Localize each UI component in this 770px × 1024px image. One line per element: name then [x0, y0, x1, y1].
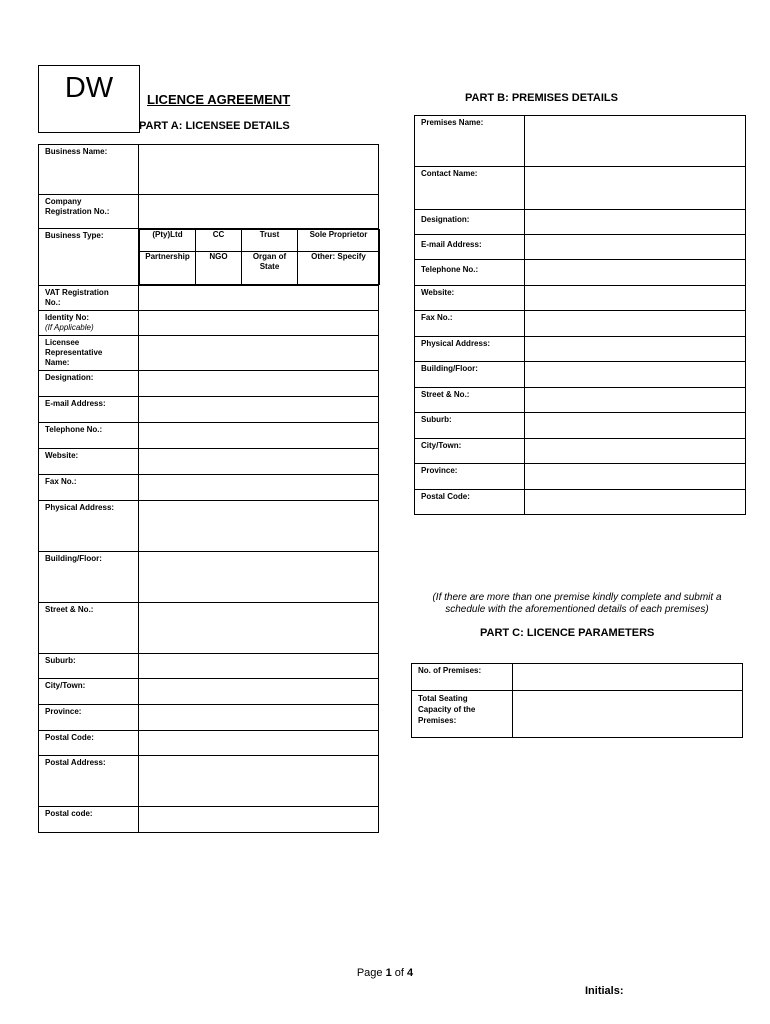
licensee-details-table: [38, 144, 379, 833]
b-suburb-field[interactable]: [525, 413, 746, 439]
postal-address-label: Postal Address:: [39, 756, 139, 807]
page-total: 4: [407, 967, 414, 979]
designation-label: Designation:: [39, 371, 139, 397]
seating-line1: Total Seating: [418, 694, 468, 703]
b-physical-address-label: Physical Address:: [415, 337, 525, 362]
option-sole-proprietor[interactable]: Sole Proprietor: [298, 230, 380, 252]
identity-field[interactable]: [139, 311, 379, 336]
part-a-heading: PART A: LICENSEE DETAILS: [139, 120, 290, 132]
vat-label: [39, 286, 139, 311]
b-province-label: Province:: [415, 464, 525, 490]
building-label: Building/Floor:: [39, 552, 139, 603]
business-type-label: Business Type:: [39, 229, 139, 286]
postal-code2-field[interactable]: [139, 807, 379, 833]
b-telephone-field[interactable]: [525, 260, 746, 286]
b-physical-address-field[interactable]: [525, 337, 746, 362]
province-label: Province:: [39, 705, 139, 731]
page-indicator: [0, 967, 770, 979]
email-field[interactable]: [139, 397, 379, 423]
representative-line3: Name:: [45, 358, 70, 367]
telephone-field[interactable]: [139, 423, 379, 449]
page-current: 1: [385, 967, 392, 979]
initials-label: Initials:: [585, 985, 624, 997]
b-building-label: Building/Floor:: [415, 362, 525, 388]
b-email-field[interactable]: [525, 235, 746, 260]
option-trust[interactable]: Trust: [242, 230, 298, 252]
seating-line2: Capacity of the: [418, 705, 476, 714]
seating-line3: Premises:: [418, 716, 457, 725]
city-label: City/Town:: [39, 679, 139, 705]
postal-code-field[interactable]: [139, 731, 379, 756]
identity-label: [39, 311, 139, 336]
b-postal-code-field[interactable]: [525, 490, 746, 515]
b-designation-label: Designation:: [415, 210, 525, 235]
representative-field[interactable]: [139, 336, 379, 371]
city-field[interactable]: [139, 679, 379, 705]
b-designation-field[interactable]: [525, 210, 746, 235]
b-postal-code-label: Postal Code:: [415, 490, 525, 515]
representative-label: [39, 336, 139, 371]
website-field[interactable]: [139, 449, 379, 475]
building-field[interactable]: [139, 552, 379, 603]
document-title: LICENCE AGREEMENT: [147, 92, 291, 107]
part-b-heading: PART B: PREMISES DETAILS: [465, 92, 618, 104]
premises-name-field[interactable]: [525, 116, 746, 167]
business-name-field[interactable]: [139, 145, 379, 195]
street-field[interactable]: [139, 603, 379, 654]
premises-name-label: Premises Name:: [415, 116, 525, 167]
telephone-label: Telephone No.:: [39, 423, 139, 449]
designation-field[interactable]: [139, 371, 379, 397]
page-of: of: [391, 967, 408, 979]
website-label: Website:: [39, 449, 139, 475]
b-street-label: Street & No.:: [415, 388, 525, 413]
contact-name-field[interactable]: [525, 167, 746, 210]
licence-parameters-table: [411, 663, 743, 738]
seating-label: [412, 691, 513, 738]
logo-text: DW: [64, 72, 114, 104]
b-suburb-label: Suburb:: [415, 413, 525, 439]
premises-count-label: No. of Premises:: [412, 664, 513, 691]
company-reg-field[interactable]: [139, 195, 379, 229]
representative-line1: Licensee: [45, 338, 80, 347]
premises-details-table: [414, 115, 746, 515]
option-other-specify[interactable]: Other: Specify: [298, 252, 380, 285]
company-reg-label: [39, 195, 139, 229]
option-ngo[interactable]: NGO: [196, 252, 242, 285]
company-reg-line1: Company: [45, 197, 82, 206]
postal-code-label: Postal Code:: [39, 731, 139, 756]
street-label: Street & No.:: [39, 603, 139, 654]
b-fax-field[interactable]: [525, 311, 746, 337]
province-field[interactable]: [139, 705, 379, 731]
logo-box: [38, 65, 140, 133]
identity-line1: Identity No:: [45, 313, 89, 322]
b-email-label: E-mail Address:: [415, 235, 525, 260]
company-reg-line2: Registration No.:: [45, 207, 110, 216]
representative-line2: Representative: [45, 348, 103, 357]
business-type-grid: [139, 229, 380, 285]
physical-address-field[interactable]: [139, 501, 379, 552]
identity-note: (If Applicable): [45, 323, 94, 332]
contact-name-label: Contact Name:: [415, 167, 525, 210]
part-c-heading: PART C: LICENCE PARAMETERS: [480, 627, 655, 639]
fax-label: Fax No.:: [39, 475, 139, 501]
email-label: E-mail Address:: [39, 397, 139, 423]
vat-line1: VAT Registration: [45, 288, 109, 297]
postal-address-field[interactable]: [139, 756, 379, 807]
option-organ-of-state[interactable]: Organ of State: [242, 252, 298, 285]
option-pty-ltd[interactable]: (Pty)Ltd: [140, 230, 196, 252]
b-website-field[interactable]: [525, 286, 746, 311]
b-city-label: City/Town:: [415, 439, 525, 464]
suburb-label: Suburb:: [39, 654, 139, 679]
page-prefix: Page: [356, 967, 386, 979]
vat-line2: No.:: [45, 298, 61, 307]
b-fax-label: Fax No.:: [415, 311, 525, 337]
option-cc[interactable]: CC: [196, 230, 242, 252]
b-website-label: Website:: [415, 286, 525, 311]
business-type-options: [139, 229, 379, 286]
physical-address-label: Physical Address:: [39, 501, 139, 552]
b-street-field[interactable]: [525, 388, 746, 413]
b-city-field[interactable]: [525, 439, 746, 464]
fax-field[interactable]: [139, 475, 379, 501]
option-partnership[interactable]: Partnership: [140, 252, 196, 285]
vat-field[interactable]: [139, 286, 379, 311]
premises-count-field[interactable]: [513, 664, 743, 691]
suburb-field[interactable]: [139, 654, 379, 679]
b-building-field[interactable]: [525, 362, 746, 388]
seating-field[interactable]: [513, 691, 743, 738]
b-telephone-label: Telephone No.:: [415, 260, 525, 286]
b-province-field[interactable]: [525, 464, 746, 490]
multiple-premises-note: (If there are more than one premise kindly complete and submit a schedule with the aforementioned details of each premises): [432, 592, 722, 615]
business-name-label: Business Name:: [39, 145, 139, 195]
postal-code2-label: Postal code:: [39, 807, 139, 833]
